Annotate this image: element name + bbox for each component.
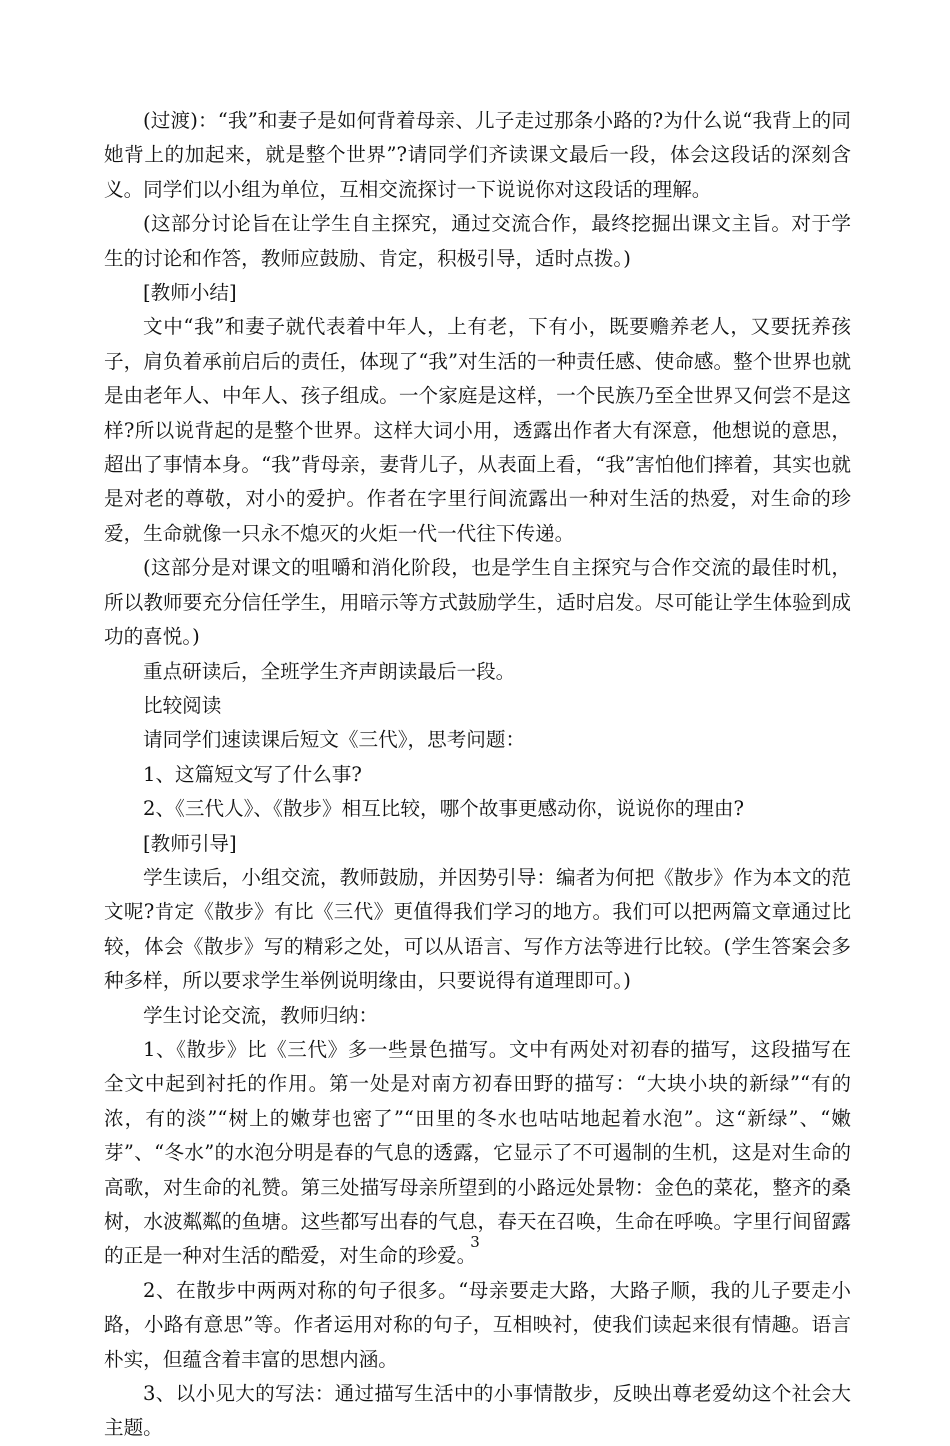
paragraph-discussion-note: (这部分讨论旨在让学生自主探究，通过交流合作，最终挖掘出课文主旨。对于学生的讨论和作答，教师应鼓励、肯定，积极引导，适时点拨。): [104, 212, 851, 270]
paragraph-speed-reading-task: 请同学们速读课后短文《三代》，思考问题：: [143, 728, 526, 752]
page-number: 3: [470, 1233, 480, 1251]
paragraph-teacher-guidance: 学生读后，小组交流，教师鼓励，并因势引导：编者为何把《散步》作为本文的范文呢?肯定《散步》有比《三代》更值得我们学习的地方。我们可以把两篇文章通过比较，体会《散步》写的精彩之处，可以从语言、写作方法等进行比较。(学生答案会多种多样，所以要求学生举例说明缘由，只要说得有道理即可。): [104, 865, 851, 993]
heading-teacher-summary: [教师小结]: [143, 281, 237, 305]
paragraph-teacher-summary: 文中“我”和妻子就代表着中年人，上有老，下有小，既要赡养老人，又要抚养孩子，肩负着承前启后的责任，体现了“我”对生活的一种责任感、使命感。整个世界也就是由老年人、中年人、孩子组成。一个家庭是这样，一个民族乃至全世界又何尝不是这样?所以说背起的是整个世界。这样大词小用，透露出作者大有深意，他想说的意思，超出了事情本身。“我”背母亲，妻背儿子，从表面上看，“我”害怕他们摔着，其实也就是对老的尊敬，对小的爱护。作者在字里行间流露出一种对生活的热爱，对生命的珍爱，生命就像一只永不熄灭的火炬一代一代往下传递。: [104, 315, 851, 545]
question-1: 1、这篇短文写了什么事?: [143, 762, 362, 786]
heading-comparative-reading: 比较阅读: [143, 693, 222, 717]
point-2-symmetry: 2、在散步中两两对称的句子很多。“母亲要走大路，大路子顺，我的儿子要走小路，小路有意思”等。作者运用对称的句子，互相映衬，使我们读起来很有情趣。语言朴实，但蕴含着丰富的思想内涵。: [104, 1278, 851, 1371]
paragraph-read-aloud: 重点研读后，全班学生齐声朗读最后一段。: [143, 659, 516, 683]
point-1-scenery: 1、《散步》比《三代》多一些景色描写。文中有两处对初春的描写，这段描写在全文中起到衬托的作用。第一处是对南方初春田野的描写：“大块小块的新绿”“有的浓，有的淡”“树上的嫩芽也密了”“田里的冬水也咕咕地起着水泡”。这“新绿”、“嫩芽”、“冬水”的水泡分明是春的气息的透露，它显示了不可遏制的生机，这是对生命的高歌，对生命的礼赞。第三处描写母亲所望到的小路远处景物：金色的菜花，整齐的桑树，水波粼粼的鱼塘。这些都写出春的气息，春天在召唤，生命在呼唤。字里行间留露的正是一种对生活的酷爱，对生命的珍爱。: [104, 1037, 851, 1268]
heading-teacher-guidance: [教师引导]: [143, 831, 237, 855]
paragraph-digestion-note: (这部分是对课文的咀嚼和消化阶段，也是学生自主探究与合作交流的最佳时机，所以教师要充分信任学生，用暗示等方式鼓励学生，适时启发。尽可能让学生体验到成功的喜悦。): [104, 556, 851, 649]
paragraph-transition-question: (过渡)：“我”和妻子是如何背着母亲、儿子走过那条小路的?为什么说“我背上的同她背上的加起来，就是整个世界”?请同学们齐读课文最后一段，体会这段话的深刻含义。同学们以小组为单位，互相交流探讨一下说说你对这段话的理解。: [104, 109, 851, 201]
question-2: 2、《三代人》、《散步》相互比较，哪个故事更感动你，说说你的理由?: [143, 797, 744, 821]
paragraph-student-discussion: 学生讨论交流，教师归纳：: [143, 1003, 379, 1027]
point-3-small-to-large: 3、以小见大的写法：通过描写生活中的小事情散步，反映出尊老爱幼这个社会大主题。: [104, 1382, 851, 1440]
